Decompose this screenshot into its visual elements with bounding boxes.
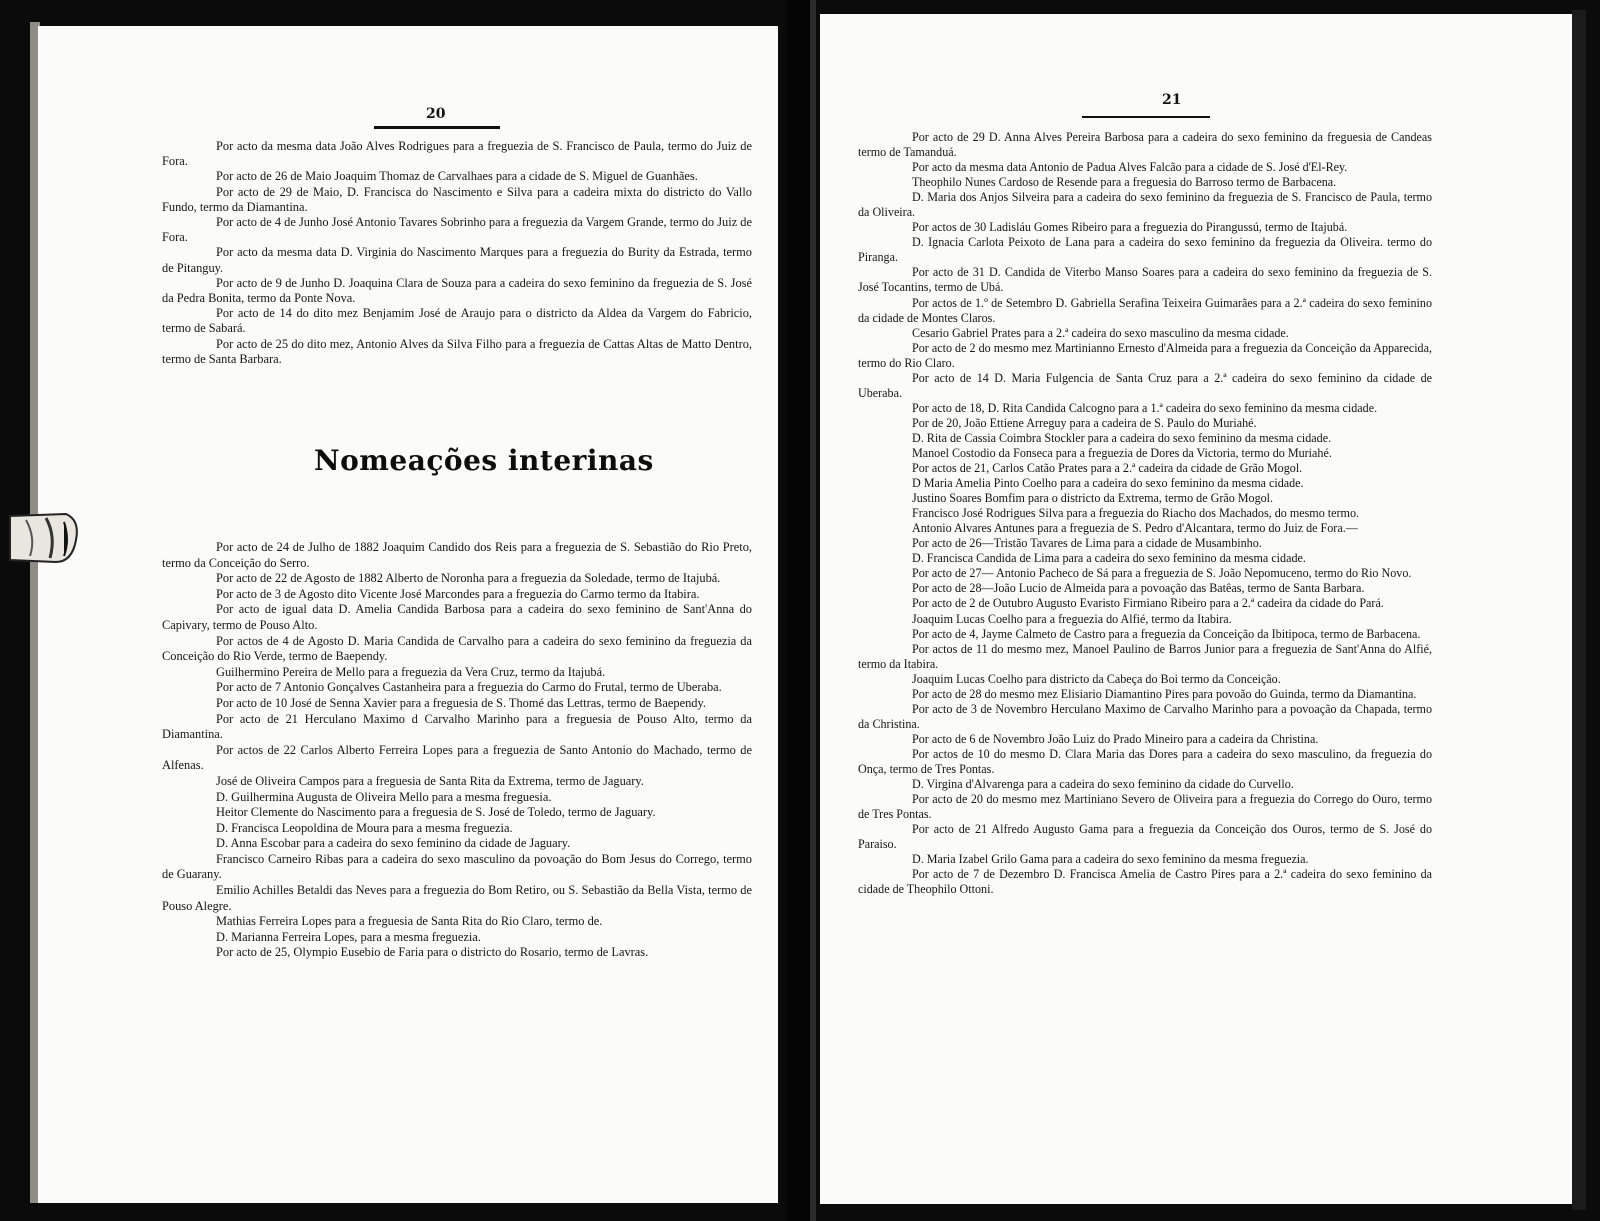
- entry: Por acto de 31 D. Candida de Viterbo Manso Soares para a cadeira do sexo feminino da freguezia de S. José Tocantins, termo de Ubá.: [858, 265, 1432, 295]
- entry: Por acto de 9 de Junho D. Joaquina Clara de Souza para a cadeira do sexo feminino da freguezia de S. José da Pedra Bonita, termo da Ponte Nova.: [162, 275, 752, 306]
- entry: D. Francisca Leopoldina de Moura para a mesma freguezia.: [216, 820, 513, 835]
- entry: D. Maria Izabel Grilo Gama para a cadeira do sexo feminino da mesma freguezia.: [912, 852, 1309, 867]
- left-page: [38, 26, 778, 1203]
- entry: Guilhermino Pereira de Mello para a freguezia da Vera Cruz, termo da Itajubá.: [216, 664, 606, 679]
- entry: Por actos de 22 Carlos Alberto Ferreira Lopes para a freguezia de Santo Antonio do Machado, termo de Alfenas.: [162, 742, 752, 773]
- entry: Por acto da mesma data João Alves Rodrigues para a freguezia de S. Francisco de Paula, termo do Juiz de Fora.: [162, 139, 752, 169]
- entry: Emilio Achilles Betaldi das Neves para a freguezia do Bom Retiro, ou S. Sebastião da Bella Vista, termo de Pouso Alegre.: [162, 883, 752, 913]
- entry: Por acto de 14 D. Maria Fulgencia de Santa Cruz para a 2.ª cadeira do sexo feminino da cidade de Uberaba.: [858, 370, 1432, 400]
- entry: Heitor Clemente do Nascimento para a freguesia de S. José de Toledo, termo de Jaguary.: [216, 805, 656, 820]
- entry: Por acto de 22 de Agosto de 1882 Alberto de Noronha para a freguezia da Soledade, termo de Itajubá.: [216, 571, 721, 586]
- entry: Por acto de 7 de Dezembro D. Francisca Amelia de Castro Pires para a 2.ª cadeira do sexo feminino da cidade de Theophilo Ottoni.: [858, 867, 1432, 897]
- binding-shadow: [810, 0, 816, 1221]
- entry: Francisco Carneiro Ribas para a cadeira do sexo masculino da povoação do Bom Jesus do Corrego, termo de Guarany.: [162, 851, 752, 882]
- entry: Por acto de igual data D. Amelia Candida Barbosa para a cadeira do sexo feminino de Sant'Anna do Capivary, termo de Pouso Alto.: [162, 602, 752, 632]
- entry: Por acto de 27— Antonio Pacheco de Sá para a freguezia de S. João Nepomuceno, termo do Rio Novo.: [912, 566, 1412, 581]
- section-title: Nomeações interinas: [314, 444, 654, 477]
- entry: D. Marianna Ferreira Lopes, para a mesma freguezia.: [216, 929, 481, 944]
- entry: Por acto de 28—João Lucio de Almeida para a povoação das Batêas, termo de Santa Barbara.: [912, 581, 1365, 596]
- right-page: [820, 14, 1572, 1204]
- entry: Joaquim Lucas Coelho para districto da Cabeça do Boi termo da Conceição.: [912, 671, 1281, 686]
- entry: Por acto de 28 do mesmo mez Elisiario Diamantino Pires para povoão do Guinda, termo da Diamantina.: [912, 686, 1417, 701]
- entry: Francisco José Rodrigues Silva para a freguezia do Riacho dos Machados, do mesmo termo.: [912, 506, 1360, 521]
- entry: Por actos de 10 do mesmo D. Clara Maria das Dores para a cadeira do sexo masculino, da freguezia do Onça, termo de Tres Pontas.: [858, 746, 1432, 776]
- entry: Por acto de 24 de Julho de 1882 Joaquim Candido dos Reis para a freguezia de S. Sebastião do Rio Preto, termo da Conceição do Serro.: [162, 540, 752, 570]
- left-entries-bottom: [162, 540, 752, 961]
- entry: D. Anna Escobar para a cadeira do sexo feminino da cidade de Jaguary.: [216, 836, 571, 851]
- entry: Por acto de 20 do mesmo mez Martiniano Severo de Oliveira para a freguezia do Corrego do Ouro, termo de Tres Pontas.: [858, 792, 1432, 822]
- left-entries-top: [162, 139, 752, 367]
- left-page-number: 20: [426, 106, 446, 122]
- entry: D. Francisca Candida de Lima para a cadeira do sexo feminino da mesma cidade.: [912, 551, 1306, 566]
- entry: Por actos de 21, Carlos Catão Prates para a 2.ª cadeira da cidade de Grão Mogol.: [912, 461, 1303, 476]
- entry: Por acto da mesma data D. Virginia do Nascimento Marques para a freguezia do Burity da Estrada, termo de Pitanguy.: [162, 245, 752, 275]
- entry: Por acto de 7 Antonio Gonçalves Castanheira para a freguezia do Carmo do Frutal, termo de Uberaba.: [216, 680, 722, 695]
- entry: Cesario Gabriel Prates para a 2.ª cadeira do sexo masculino da mesma cidade.: [912, 325, 1289, 340]
- entry: Por acto de 14 do dito mez Benjamim José de Araujo para o districto da Aldea da Vargem do Fabricio, termo de Sabará.: [162, 306, 752, 336]
- right-page-number: 21: [1162, 92, 1182, 108]
- entry: Por acto de 29 de Maio, D. Francisca do Nascimento e Silva para a cadeira mixta do districto do Vallo Fundo, termo da Diamantina.: [162, 184, 752, 214]
- entry: D. Ignacia Carlota Peixoto de Lana para a cadeira do sexo feminino da freguezia da Oliveira. termo do Piranga.: [858, 235, 1432, 265]
- entry: Por acto de 3 de Novembro Herculano Maximo de Carvalho Marinho para a povoação da Chapada, termo da Christina.: [858, 701, 1432, 731]
- entry: Por acto de 10 José de Senna Xavier para a freguesia de S. Thomé das Lettras, termo de Baependy.: [216, 695, 706, 710]
- entry: D Maria Amelia Pinto Coelho para a cadeira do sexo feminino da mesma cidade.: [912, 476, 1304, 491]
- entry: Por de 20, João Ettiene Arreguy para a cadeira de S. Paulo do Muriahé.: [912, 415, 1257, 430]
- entry: Por acto de 2 do mesmo mez Martinianno Ernesto d'Almeida para a freguezia da Conceição da Apparecida, termo do Rio Claro.: [858, 340, 1432, 370]
- paper-clip-tab: [6, 510, 82, 566]
- left-page-rule: [374, 126, 500, 129]
- entry: Por acto de 26 de Maio Joaquim Thomaz de Carvalhaes para a cidade de S. Miguel de Guanhães.: [216, 169, 698, 184]
- entry: Por actos de 30 Ladisláu Gomes Ribeiro para a freguezia do Pirangussú, termo de Itajubá.: [912, 220, 1348, 235]
- entry: Por acto de 3 de Agosto dito Vicente José Marcondes para a freguezia do Carmo termo da Itabira.: [216, 586, 700, 601]
- entry: Joaquim Lucas Coelho para a freguezia do Alfié, termo da Itabira.: [912, 611, 1232, 626]
- entry: Antonio Alvares Antunes para a freguezia de S. Pedro d'Alcantara, termo do Juiz de Fora.—: [912, 521, 1358, 536]
- entry: Por actos de 4 de Agosto D. Maria Candida de Carvalho para a cadeira do sexo feminino da freguezia da Conceição do Rio Verde, termo de Baependy.: [162, 633, 752, 664]
- entry: Por acto da mesma data Antonio de Padua Alves Falcão para a cidade de S. José d'El-Rey.: [912, 160, 1348, 175]
- entry: Por acto de 29 D. Anna Alves Pereira Barbosa para a cadeira do sexo feminino da freguesia de Candeas termo de Tamanduá.: [858, 130, 1432, 160]
- entry: Manoel Costodio da Fonseca para a freguezia de Dores da Victoria, termo do Muriahé.: [912, 445, 1332, 460]
- right-page-edge: [1572, 10, 1586, 1210]
- entry: Por acto de 4 de Junho José Antonio Tavares Sobrinho para a freguezia da Vargem Grande, termo do Juiz de Fora.: [162, 215, 752, 245]
- entry: Por acto de 21 Alfredo Augusto Gama para a freguezia da Conceição dos Ouros, termo de S. José do Paraiso.: [858, 822, 1432, 852]
- entry: Theophilo Nunes Cardoso de Resende para a freguesia do Barroso termo de Barbacena.: [912, 175, 1337, 190]
- entry: Por acto de 21 Herculano Maximo d Carvalho Marinho para a freguesia de Pouso Alto, termo da Diamantina.: [162, 711, 752, 742]
- entry: Por actos de 11 do mesmo mez, Manoel Paulino de Barros Junior para a freguezia de Sant'Anna do Alfié, termo da Itabira.: [858, 641, 1432, 671]
- entry: Por acto de 25, Olympio Eusebio de Faria para o districto do Rosario, termo de Lavras.: [216, 945, 649, 960]
- entry: José de Oliveira Campos para a freguesia de Santa Rita da Extrema, termo de Jaguary.: [216, 773, 644, 788]
- entry: D. Guilhermina Augusta de Oliveira Mello para a mesma freguesia.: [216, 789, 552, 804]
- entry: Por acto de 25 do dito mez, Antonio Alves da Silva Filho para a freguezia de Cattas Altas de Matto Dentro, termo de Santa Barbara.: [162, 336, 752, 366]
- entry: Por acto de 2 de Outubro Augusto Evaristo Firmiano Ribeiro para a 2.ª cadeira da cidade do Pará.: [912, 596, 1384, 611]
- right-page-rule: [1082, 116, 1210, 118]
- entry: D. Maria dos Anjos Silveira para a cadeira do sexo feminino da freguezia de S. Francisco de Paula, termo da Oliveira.: [858, 190, 1432, 220]
- entry: D. Rita de Cassia Coimbra Stockler para a cadeira do sexo feminino da mesma cidade.: [912, 430, 1332, 445]
- entry: Por actos de 1.º de Setembro D. Gabriella Serafina Teixeira Guimarães para a 2.ª cadeira do sexo feminino da cidade de Montes Claros.: [858, 295, 1432, 325]
- entry: Por acto de 26—Tristão Tavares de Lima para a cidade de Musambinho.: [912, 536, 1262, 551]
- entry: D. Virgina d'Alvarenga para a cadeira do sexo feminino da cidade do Curvello.: [912, 777, 1294, 792]
- entry: Por acto de 4, Jayme Calmeto de Castro para a freguezia da Conceição da Ibitipoca, termo de Barbacena.: [912, 626, 1421, 641]
- entry: Justino Soares Bomfim para o districto da Extrema, termo de Grão Mogol.: [912, 491, 1274, 506]
- entry: Por acto de 18, D. Rita Candida Calcogno para a 1.ª cadeira do sexo feminino da mesma cidade.: [912, 400, 1378, 415]
- right-entries: [858, 130, 1432, 897]
- entry: Mathias Ferreira Lopes para a freguesia de Santa Rita do Rio Claro, termo de.: [216, 914, 603, 929]
- entry: Por acto de 6 de Novembro João Luiz do Prado Mineiro para a cadeira da Christina.: [912, 731, 1319, 746]
